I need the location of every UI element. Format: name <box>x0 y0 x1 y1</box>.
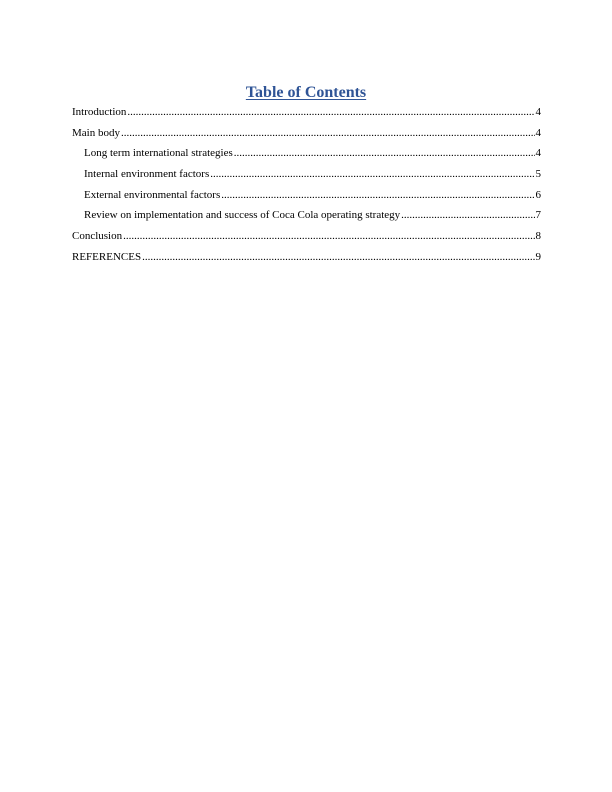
toc-leader-dots <box>123 226 534 247</box>
toc-entry-review-implementation[interactable] <box>72 205 541 226</box>
toc-entry-external-environmental[interactable] <box>72 185 541 206</box>
toc-entry-references[interactable] <box>72 247 541 268</box>
toc-entry-page-number: 4 <box>535 147 541 160</box>
toc-entry-conclusion[interactable] <box>72 226 541 247</box>
toc-leader-dots <box>234 143 535 164</box>
toc-leader-dots <box>142 247 534 268</box>
toc-leader-dots <box>210 164 534 185</box>
toc-entry-page-number: 8 <box>535 230 541 243</box>
toc-leader-dots <box>127 102 534 123</box>
toc-entry-page-number: 6 <box>535 188 541 201</box>
toc-leader-dots <box>221 185 534 206</box>
toc-entry-label: Long term international strategies <box>84 147 233 160</box>
toc-list <box>72 102 541 268</box>
toc-leader-dots <box>121 123 535 144</box>
toc-entry-page-number: 5 <box>535 168 541 181</box>
toc-entry-main-body[interactable] <box>72 123 541 144</box>
toc-title: Table of Contents <box>245 84 367 101</box>
toc-entry-page-number: 4 <box>535 126 541 139</box>
toc-entry-label: Review on implementation and success of Coca Cola operating strategy <box>84 209 401 222</box>
toc-entry-label: Introduction <box>72 106 127 118</box>
toc-entry-page-number: 7 <box>535 209 541 222</box>
toc-entry-label: Internal environment factors <box>84 168 210 181</box>
toc-entry-page-number: 9 <box>535 250 541 263</box>
toc-entry-internal-environment[interactable] <box>72 164 541 185</box>
toc-leader-dots <box>401 205 534 226</box>
toc-entry-introduction[interactable] <box>72 102 541 123</box>
toc-entry-label: REFERENCES <box>72 250 142 263</box>
toc-entry-page-number: 4 <box>535 106 541 118</box>
toc-entry-long-term-strategies[interactable] <box>72 143 541 164</box>
toc-entry-label: External environmental factors <box>84 188 221 201</box>
toc-entry-label: Conclusion <box>72 230 123 243</box>
toc-entry-label: Main body <box>72 126 120 139</box>
